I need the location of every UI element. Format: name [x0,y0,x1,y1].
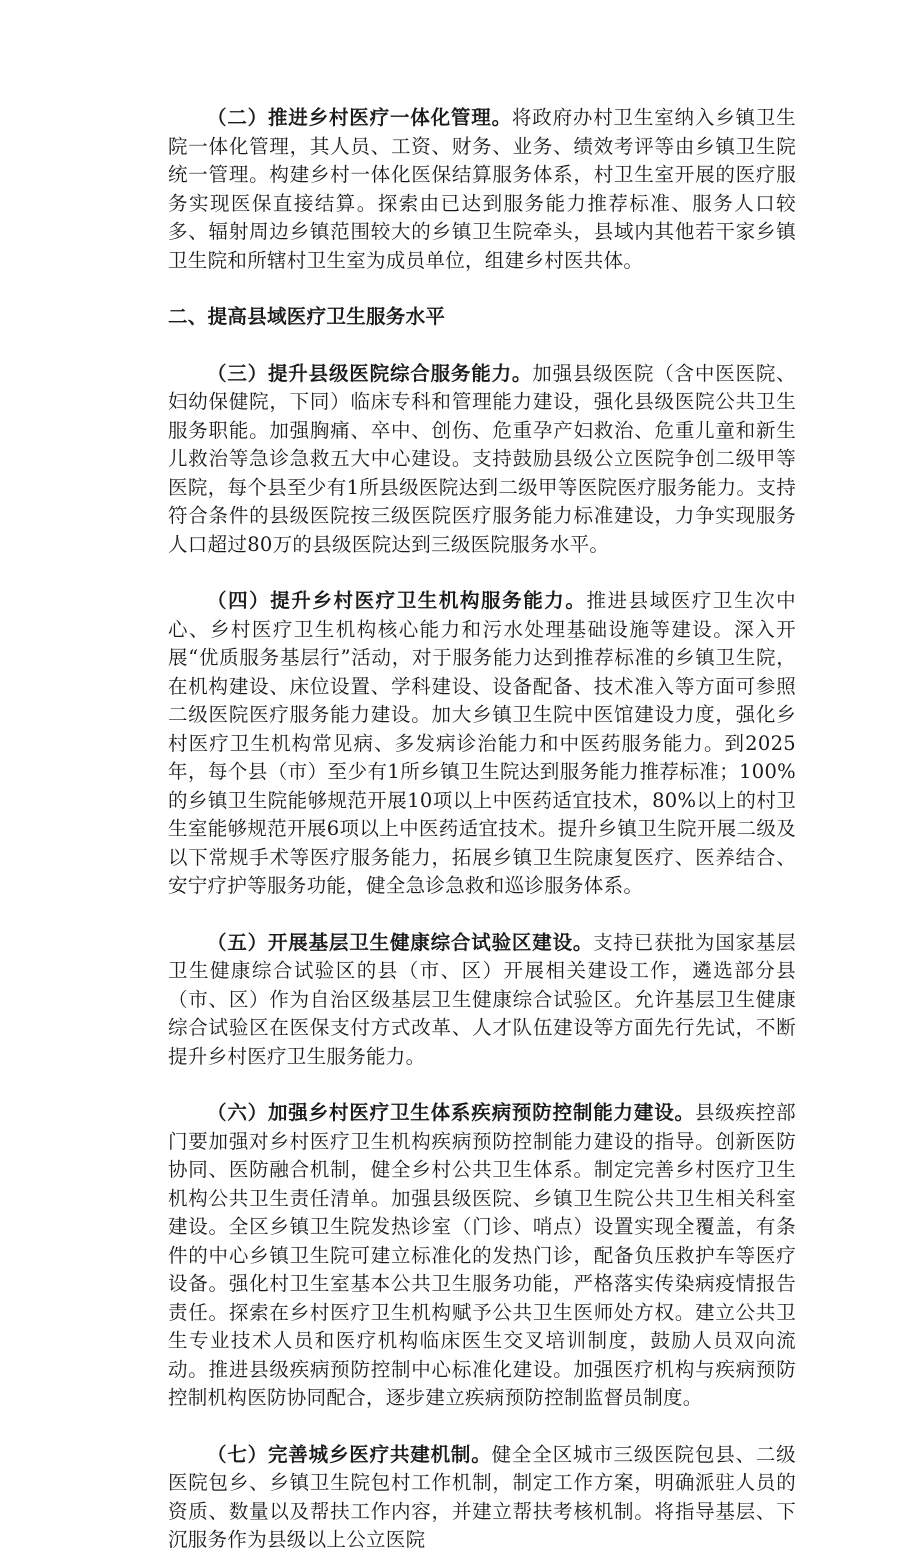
document-page [168,104,796,1555]
paragraph-lead: （四）提升乡村医疗卫生机构服务能力。 [207,589,587,612]
paragraph-text: 将政府办村卫生室纳入乡镇卫生院一体化管理，其人员、工资、财务、业务、绩效考评等由乡镇卫生院统一管理。构建乡村一体化医保结算服务体系，村卫生室开展的医疗服务实现医保直接结算。探索由已达到服务能力推荐标准、服务人口较多、辐射周边乡镇范围较大的乡镇卫生院牵头，县域内其他若干家乡镇卫生院和所辖村卫生室为成员单位，组建乡村医共体。 [168,106,796,272]
paragraph-lead: （五）开展基层卫生健康综合试验区建设。 [207,930,594,954]
paragraph-lead: （二）推进乡村医疗一体化管理。 [207,106,512,129]
paragraph-text: 支持已获批为国家基层卫生健康综合试验区的县（市、区）开展相关建设工作，遴选部分县（市、区）作为自治区级基层卫生健康综合试验区。允许基层卫生健康综合试验区在医保支付方式改革、人才队伍建设等方面先行先试，不断提升乡村医疗卫生服务能力。 [168,930,796,1068]
paragraph-text: 健全全区城市三级医院包县、二级医院包乡、乡镇卫生院包村工作机制，制定工作方案，明确派驻人员的资质、数量以及帮扶工作内容，并建立帮扶考核机制。将指导基层、下沉服务作为县级以上公立医院 [168,1442,796,1551]
paragraph-lead: （六）加强乡村医疗卫生体系疾病预防控制能力建设。 [207,1101,695,1124]
paragraph-4 [168,587,796,901]
paragraph-2 [168,104,796,275]
paragraph-text: 县级疾控部门要加强对乡村医疗卫生机构疾病预防控制能力建设的指导。创新医防协同、医防融合机制，健全乡村公共卫生体系。制定完善乡村医疗卫生机构公共卫生责任清单。加强县级医院、乡镇卫生院公共卫生相关科室建设。全区乡镇卫生院发热诊室（门诊、哨点）设置实现全覆盖，有条件的中心乡镇卫生院可建立标准化的发热门诊，配备负压救护车等医疗设备。强化村卫生室基本公共卫生服务功能，严格落实传染病疫情报告责任。探索在乡村医疗卫生机构赋予公共卫生医师处方权。建立公共卫生专业技术人员和医疗机构临床医生交叉培训制度，鼓励人员双向流动。推进县级疾病预防控制中心标准化建设。加强医疗机构与疾病预防控制机构医防协同配合，逐步建立疾病预防控制监督员制度。 [168,1101,796,1409]
paragraph-lead: （三）提升县级医院综合服务能力。 [207,361,533,385]
paragraph-3 [168,360,796,560]
paragraph-text: 推进县域医疗卫生次中心、乡村医疗卫生机构核心能力和污水处理基础设施等建设。深入开展“优质服务基层行”活动，对于服务能力达到推荐标准的乡镇卫生院，在机构建设、床位设置、学科建设、设备配备、技术准入等方面可参照二级医院医疗服务能力建设。加大乡镇卫生院中医馆建设力度，强化乡村医疗卫生机构常见病、多发病诊治能力和中医药服务能力。到2025年，每个县（市）至少有1所乡镇卫生院达到服务能力推荐标准；100%的乡镇卫生院能够规范开展10项以上中医药适宜技术，80%以上的村卫生室能够规范开展6项以上中医药适宜技术。提升乡镇卫生院开展二级及以下常规手术等医疗服务能力，拓展乡镇卫生院康复医疗、医养结合、安宁疗护等服务功能，健全急诊急救和巡诊服务体系。 [168,589,796,897]
section-heading: 二、提高县域医疗卫生服务水平 [168,305,446,328]
paragraph-lead: （七）完善城乡医疗共建机制。 [207,1442,492,1466]
paragraph-7 [168,1441,796,1555]
paragraph-6 [168,1099,796,1413]
paragraph-5 [168,929,796,1072]
paragraph-text: 加强县级医院（含中医医院、妇幼保健院，下同）临床专科和管理能力建设，强化县级医院公共卫生服务职能。加强胸痛、卒中、创伤、危重孕产妇救治、危重儿童和新生儿救治等急诊急救五大中心建设。支持鼓励县级公立医院争创二级甲等医院，每个县至少有1所县级医院达到二级甲等医院医疗服务能力。支持符合条件的县级医院按三级医院医疗服务能力标准建设，力争实现服务人口超过80万的县级医院达到三级医院服务水平。 [168,361,796,556]
